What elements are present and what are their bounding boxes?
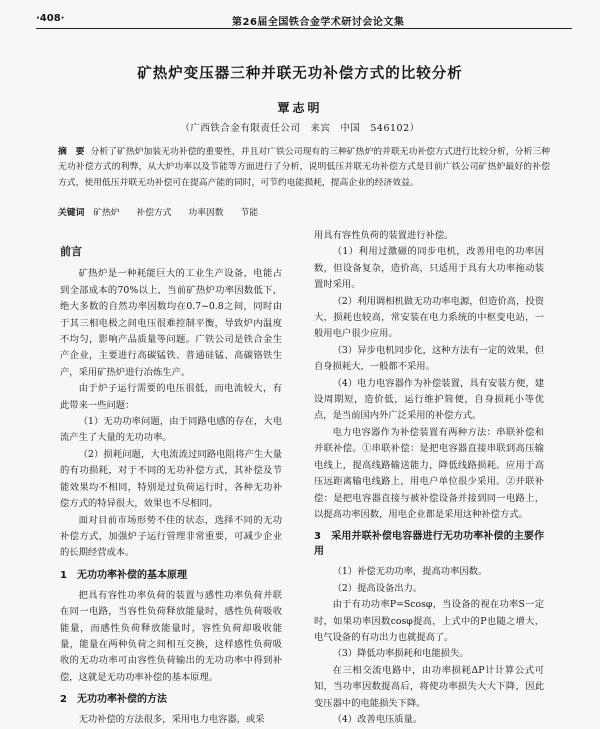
left-column [60,238,282,729]
keyword: 节能 [240,208,259,218]
section-1-heading: 1 无功功率补偿的基本原理 [60,569,187,581]
paragraph: （4）电力电容器作为补偿装置，具有安装方便，建设周期短，造价低，运行维护简便，自身损耗小等优点，是当前国内外广泛采用的补偿方式。 [314,377,544,422]
keywords [58,206,550,220]
running-header [36,8,572,30]
paragraph: 由于有功功率P=Scosφ，当设备的视在功率S一定时，如果功率因数cosφ提高，上式中的P也随之增大，电气设备的有功出力也就提高了。 [314,599,544,643]
paragraph: 无功补偿的方法很多，采用电力电容器，或采 [78,714,265,726]
affiliation: （广西铁合金有限责任公司 来宾 中国 546102） [180,123,420,134]
paragraph: 用具有容性负荷的装置进行补偿。 [314,230,454,241]
abstract-label: 摘 要 [58,147,85,157]
keyword: 补偿方式 [136,208,172,218]
section-3-heading: 3 采用并联补偿电容器进行无功功率补偿的主要作用 [314,531,544,558]
intro-heading: 前言 [60,245,82,258]
list-item: （3）降低功率损耗和电能损失。 [332,648,469,660]
paragraph: （2）损耗问题，大电流流过同路电阻将产生大量的有功损耗，对于不同的无功补偿方式，其补偿及节能效果均不相同，特别是过负荷运行时，各种无功补偿方式的特异很大，效果也不尽相同。 [60,448,282,510]
paragraph: 由于炉子运行需要的电压很低，而电流较大，有此带来一些问题： [60,383,282,411]
keyword: 矿热炉 [93,208,120,218]
paragraph: （1）无功功率问题，由于同路电感的存在，大电流产生了大量的无功功率。 [60,416,282,444]
list-item: （2）提高设备出力。 [332,582,423,594]
abstract [58,145,550,191]
section-2-heading: 2 无功功率补偿的方法 [60,694,167,706]
abstract-text: 分析了矿热炉加装无功补偿的重要性，并且对广铁公司现有的三种矿热炉的并联无功补偿方式进行比较分析，分析三种无功补偿方式的利弊，从大炉功率以及节能等方面进行了分析，说明低压并联无功补偿方式是目前广铁公司矿热炉最好的补偿方式，使用低压并联无功补偿可在提高产能的同时，可节约电能损耗，提高企业的经济效益。 [58,147,550,188]
right-column [314,228,544,728]
paragraph: （3）异步电机同步化，这种方法有一定的效果，但自身损耗大，一般都不采用。 [314,344,544,373]
paragraph: 矿热炉是一种耗能巨大的工业生产设备，电能占到全部成本的70%以上，当前矿热炉功率因数低下，绝大多数的自然功率因数均在0.7~0.8之间，同时由于其三相电极之间电压很难控制平衡，导致炉内温度不均匀，影响产品质量等问题。广铁公司是铁合金生产企业，主要进行高碳锰铁、普通硅锰、高碳铬铁生产，采用矿热炉进行冶炼生产。 [60,268,282,378]
paragraph: （1）利用过激磁的同步电机，改善用电的功率因数，但设备复杂，造价高，只适用于具有大功率拖动装置时采用。 [314,246,544,291]
paragraph: （2）利用调相机做无功功率电源，但造价高，投资大，损耗也较高，常安装在电力系统的中枢变电站，一般用电户很少应用。 [314,295,544,340]
header-rule [36,28,572,29]
paragraph: 面对目前市场形势不佳的状态，选择不同的无功补偿方式，加强炉子运行管理非常重要，可减少企业的长期经营成本。 [60,514,282,559]
list-item: （4）改善电压质量。 [332,713,423,725]
paragraph: 电力电容器作为补偿装置有两种方法：串联补偿和并联补偿。①串联补偿：是把电容器直接串联到高压输电线上，提高线路输送能力，降低线路损耗。应用于高压远距离输电线路上，用电户单位很少采用。②并联补偿：是把电容器直接与被补偿设备并接到同一电路上，以提高功率因数，用电企业都是采用这种补偿方式。 [314,426,544,520]
journal-title: 第26届全国铁合金学术研讨会论文集 [232,17,405,28]
page-number: ·408· [36,13,65,24]
list-item: （1）补偿无功功率，提高功率因数。 [332,566,488,578]
paragraph: 在三相交流电路中，由功率损耗ΔP计计算公式可知，当功率因数提高后，将使功率损失大大下降，因此变压器中的电能损失下降。 [314,664,544,709]
keyword: 功率因数 [188,208,224,218]
author: 覃志明 [277,101,323,115]
paragraph: 把具有容性功率负荷的装置与感性功率负荷并联在同一电路，当容性负荷释放能量时，感性负荷吸收能量，而感性负荷释放能量时，容性负荷却吸收能量，能量在两种负荷之间相互交换，这样感性负荷吸收的无功功率可由容性负荷输出的无功功率中得到补偿，这就是无功功率补偿的基本原理。 [60,589,282,683]
keywords-label: 关键词 [58,208,85,218]
paper-title: 矿热炉变压器三种并联无功补偿方式的比较分析 [137,66,463,82]
